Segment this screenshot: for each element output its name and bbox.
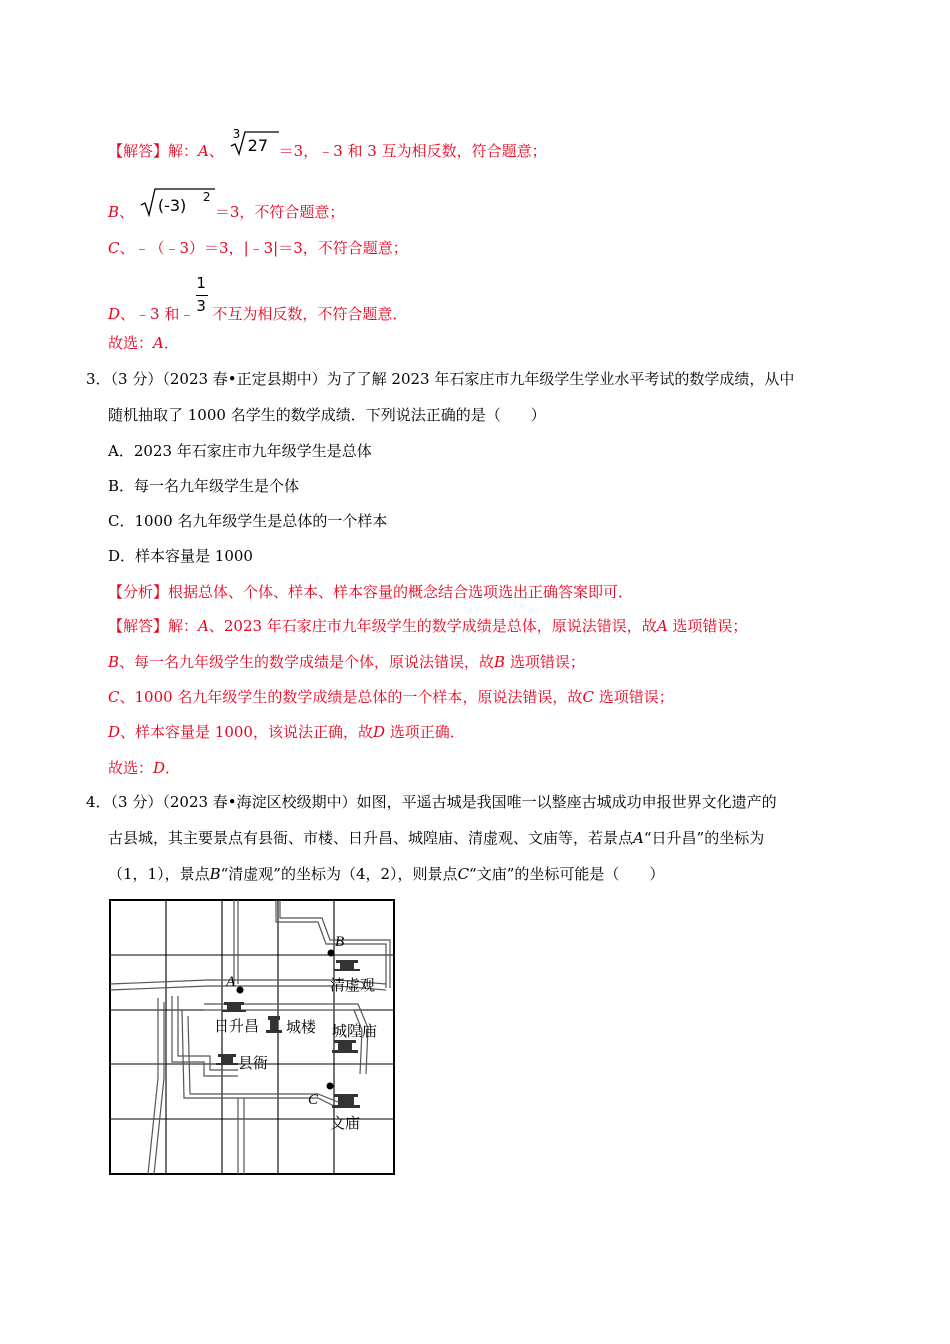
label-rishengchang: 日升昌: [214, 1017, 260, 1035]
fraction-denominator: 3: [196, 297, 206, 315]
point-a-label: A: [226, 974, 236, 990]
radicand: 27: [247, 136, 269, 155]
exponent: 2: [202, 190, 211, 204]
answer2-line4: D、﹣3 和﹣ $\frac{1}{3}$ 不互为相反数，不符合题意．: [108, 274, 408, 323]
q3-stem-line1: 3．（3 分）（2023 春•正定县期中）为了了解 2023 年石家庄市九年级学生学业水平考试的数学成绩，从中: [86, 370, 795, 388]
cube-root-27: [229, 127, 279, 156]
q3-answer-line2: B、每一名九年级学生的数学成绩是个体，原说法错误，故B 选项错误；: [108, 653, 585, 671]
label-wenmiao: 文庙: [330, 1114, 361, 1132]
q3-option-c: C．1000 名九年级学生是总体的一个样本: [108, 512, 388, 530]
q3-option-b: B．每一名九年级学生是个体: [108, 477, 300, 495]
fraction-one-third: [194, 274, 212, 319]
point-c-marker: [327, 1083, 334, 1090]
point-a-marker: [237, 987, 244, 994]
q3-option-a: A．2023 年石家庄市九年级学生是总体: [108, 442, 372, 460]
pingyao-map-figure: [108, 898, 398, 1178]
q3-answer-line3: C、1000 名九年级学生的数学成绩是总体的一个样本，原说法错误，故C 选项错误；: [108, 688, 674, 706]
label-qingxuguan: 清虚观: [330, 976, 376, 994]
label-chenghuangmiao: 城隍庙: [332, 1022, 378, 1040]
answer2-choice: 故选：A．: [108, 334, 179, 352]
point-b-marker: [328, 950, 335, 957]
q3-option-d: D．样本容量是 1000: [108, 547, 253, 565]
q3-analysis: 【分析】根据总体、个体、样本、样本容量的概念结合选项选出正确答案即可．: [108, 583, 634, 601]
point-c-label: C: [308, 1092, 319, 1108]
fraction-numerator: 1: [196, 274, 206, 292]
q3-answer-line1: 【解答】解：A、2023 年石家庄市九年级学生的数学成绩是总体，原说法错误，故A 选项错误；: [108, 617, 748, 635]
q4-stem-line1: 4．（3 分）（2023 春•海淀区校级期中）如图，平遥古城是我国唯一以整座古城成功申报世界文化遗产的: [86, 793, 777, 811]
q3-choice: 故选：D．: [108, 759, 181, 777]
q4-stem-line2: 古县城，其主要景点有县衙、市楼、日升昌、城隍庙、清虚观、文庙等，若景点A“日升昌”的坐标为: [108, 829, 765, 847]
answer2-line2: B、 (-3) 2 ＝3，不符合题意；: [108, 197, 344, 222]
point-b-label: B: [335, 934, 345, 950]
radicand: (-3): [157, 196, 187, 215]
answer2-line1: 【解答】解：A、 3 27 ＝3，﹣3 和 3 互为相反数，符合题意；: [108, 136, 547, 161]
label-xianya: 县衙: [238, 1054, 269, 1072]
q3-stem-line2: 随机抽取了 1000 名学生的数学成绩．下列说法正确的是（ ）: [108, 406, 546, 424]
sqrt-neg3-squared: [139, 190, 215, 217]
root-index: 3: [232, 127, 241, 141]
answer2-line3: C、﹣（﹣3）＝3，|﹣3|＝3，不符合题意；: [108, 239, 408, 257]
q4-stem-line3: （1，1），景点B“清虚观”的坐标为（4，2），则景点C“文庙”的坐标可能是（ ）: [108, 865, 665, 883]
q3-answer-line4: D、样本容量是 1000，该说法正确，故D 选项正确．: [108, 723, 465, 741]
label-chenglou: 城楼: [286, 1018, 317, 1036]
